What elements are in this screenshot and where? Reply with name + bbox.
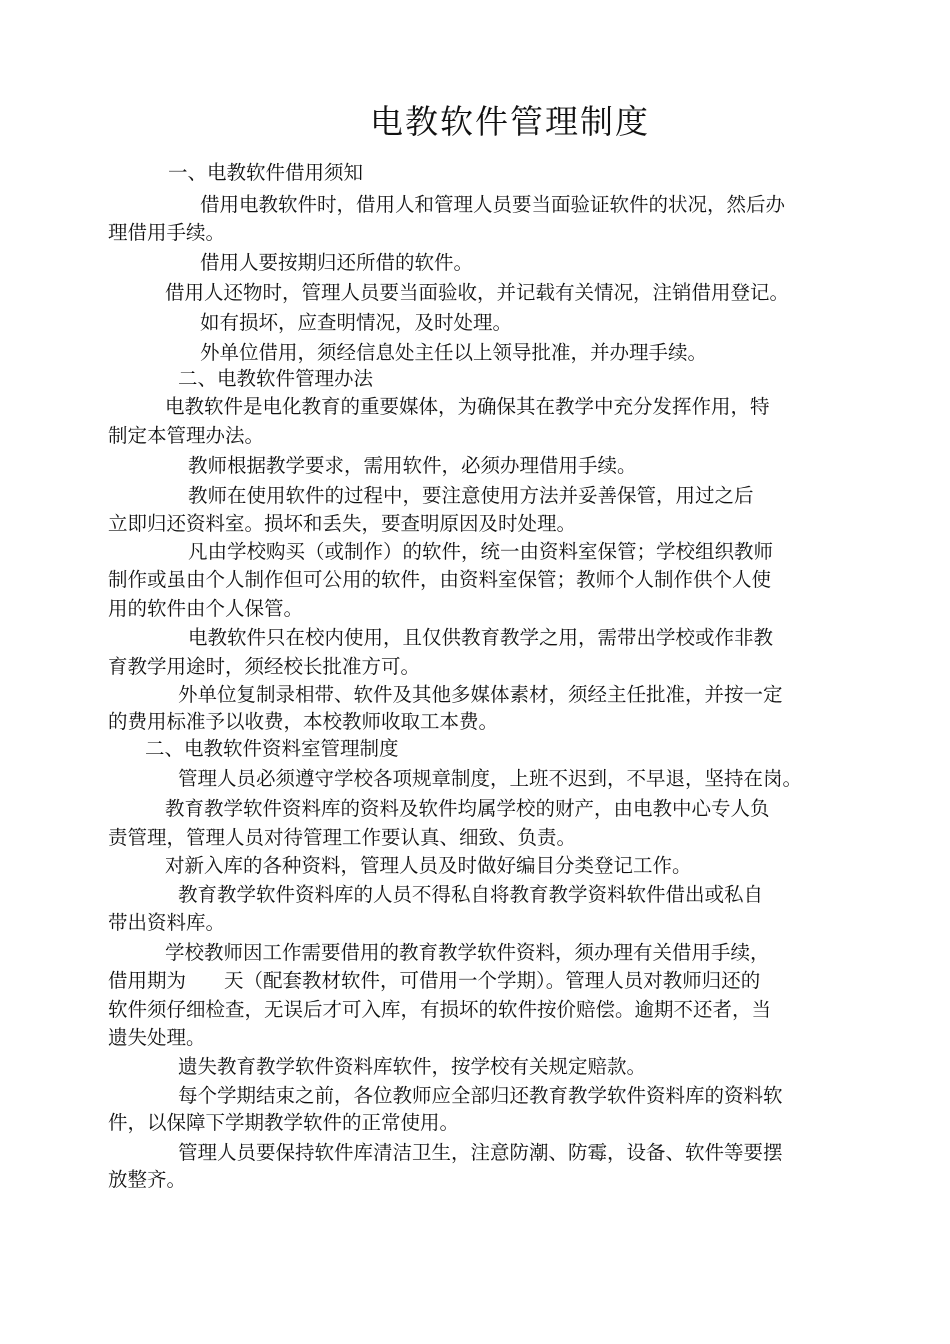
- paragraph-line: 电教软件只在校内使用，且仅供教育教学之用，需带出学校或作非教: [188, 626, 774, 649]
- paragraph-line: 制定本管理办法。: [108, 424, 265, 447]
- paragraph-line: 电教软件是电化教育的重要媒体，为确保其在教学中充分发挥作用，特: [165, 395, 770, 418]
- paragraph-line: 理借用手续。: [108, 221, 226, 244]
- paragraph-line: 软件须仔细检查，无误后才可入库，有损坏的软件按价赔偿。逾期不还者，当: [108, 998, 772, 1021]
- paragraph-line: 外单位借用，须经信息处主任以上领导批准，并办理手续。: [200, 341, 708, 364]
- borrow-period-label: 借用期为: [108, 969, 187, 992]
- borrow-period-text: 天（配套教材软件，可借用一个学期）。管理人员对教师归还的: [224, 969, 761, 992]
- paragraph-line: 外单位复制录相带、软件及其他多媒体素材，须经主任批准，并按一定: [178, 683, 783, 706]
- paragraph-line: 管理人员要保持软件库清洁卫生，注意防潮、防霉，设备、软件等要摆: [178, 1141, 783, 1164]
- paragraph-line: 教师在使用软件的过程中，要注意使用方法并妥善保管，用过之后: [188, 484, 754, 507]
- paragraph-line: 放整齐。: [108, 1168, 187, 1191]
- paragraph-line: 教育教学软件资料库的人员不得私自将教育教学资料软件借出或私自: [178, 883, 764, 906]
- paragraph-line: 管理人员必须遵守学校各项规章制度，上班不迟到，不早退，坚持在岗。: [178, 767, 803, 790]
- paragraph-line: 凡由学校购买（或制作）的软件，统一由资料室保管；学校组织教师: [188, 540, 774, 563]
- paragraph-line: 对新入库的各种资料，管理人员及时做好编目分类登记工作。: [165, 854, 692, 877]
- paragraph-line: 用的软件由个人保管。: [108, 597, 304, 620]
- paragraph-line: 育教学用途时，须经校长批准方可。: [108, 655, 421, 678]
- paragraph-line: 件，以保障下学期教学软件的正常使用。: [108, 1111, 460, 1134]
- paragraph-line: 如有损坏，应查明情况，及时处理。: [200, 311, 513, 334]
- paragraph-line: [108, 966, 760, 996]
- paragraph-line: 带出资料库。: [108, 911, 226, 934]
- paragraph-line: 责管理，管理人员对待管理工作要认真、细致、负责。: [108, 826, 577, 849]
- paragraph-line: 借用电教软件时，借用人和管理人员要当面验证软件的状况，然后办: [200, 193, 786, 216]
- paragraph-line: 学校教师因工作需要借用的教育教学软件资料，须办理有关借用手续，: [165, 941, 770, 964]
- section-heading-management: 二、电教软件管理办法: [178, 367, 374, 390]
- paragraph-line: 每个学期结束之前，各位教师应全部归还教育教学软件资料库的资料软: [178, 1084, 783, 1107]
- section-heading-borrowing: 一、电教软件借用须知: [168, 161, 364, 184]
- paragraph-line: 教师根据教学要求，需用软件，必须办理借用手续。: [188, 454, 637, 477]
- paragraph-line: 教育教学软件资料库的资料及软件均属学校的财产，由电教中心专人负: [165, 797, 770, 820]
- section-heading-library: 二、电教软件资料室管理制度: [145, 737, 399, 760]
- paragraph-line: 借用人还物时，管理人员要当面验收，并记载有关情况，注销借用登记。: [165, 281, 790, 304]
- paragraph-line: 遗失处理。: [108, 1026, 206, 1049]
- page-title: 电教软件管理制度: [370, 102, 650, 141]
- paragraph-line: 的费用标准予以收费，本校教师收取工本费。: [108, 710, 499, 733]
- paragraph-line: 制作或虽由个人制作但可公用的软件，由资料室保管；教师个人制作供个人使: [108, 568, 772, 591]
- paragraph-line: 借用人要按期归还所借的软件。: [200, 251, 474, 274]
- paragraph-line: 遗失教育教学软件资料库软件，按学校有关规定赔款。: [178, 1055, 647, 1078]
- paragraph-line: 立即归还资料室。损坏和丢失，要查明原因及时处理。: [108, 512, 577, 535]
